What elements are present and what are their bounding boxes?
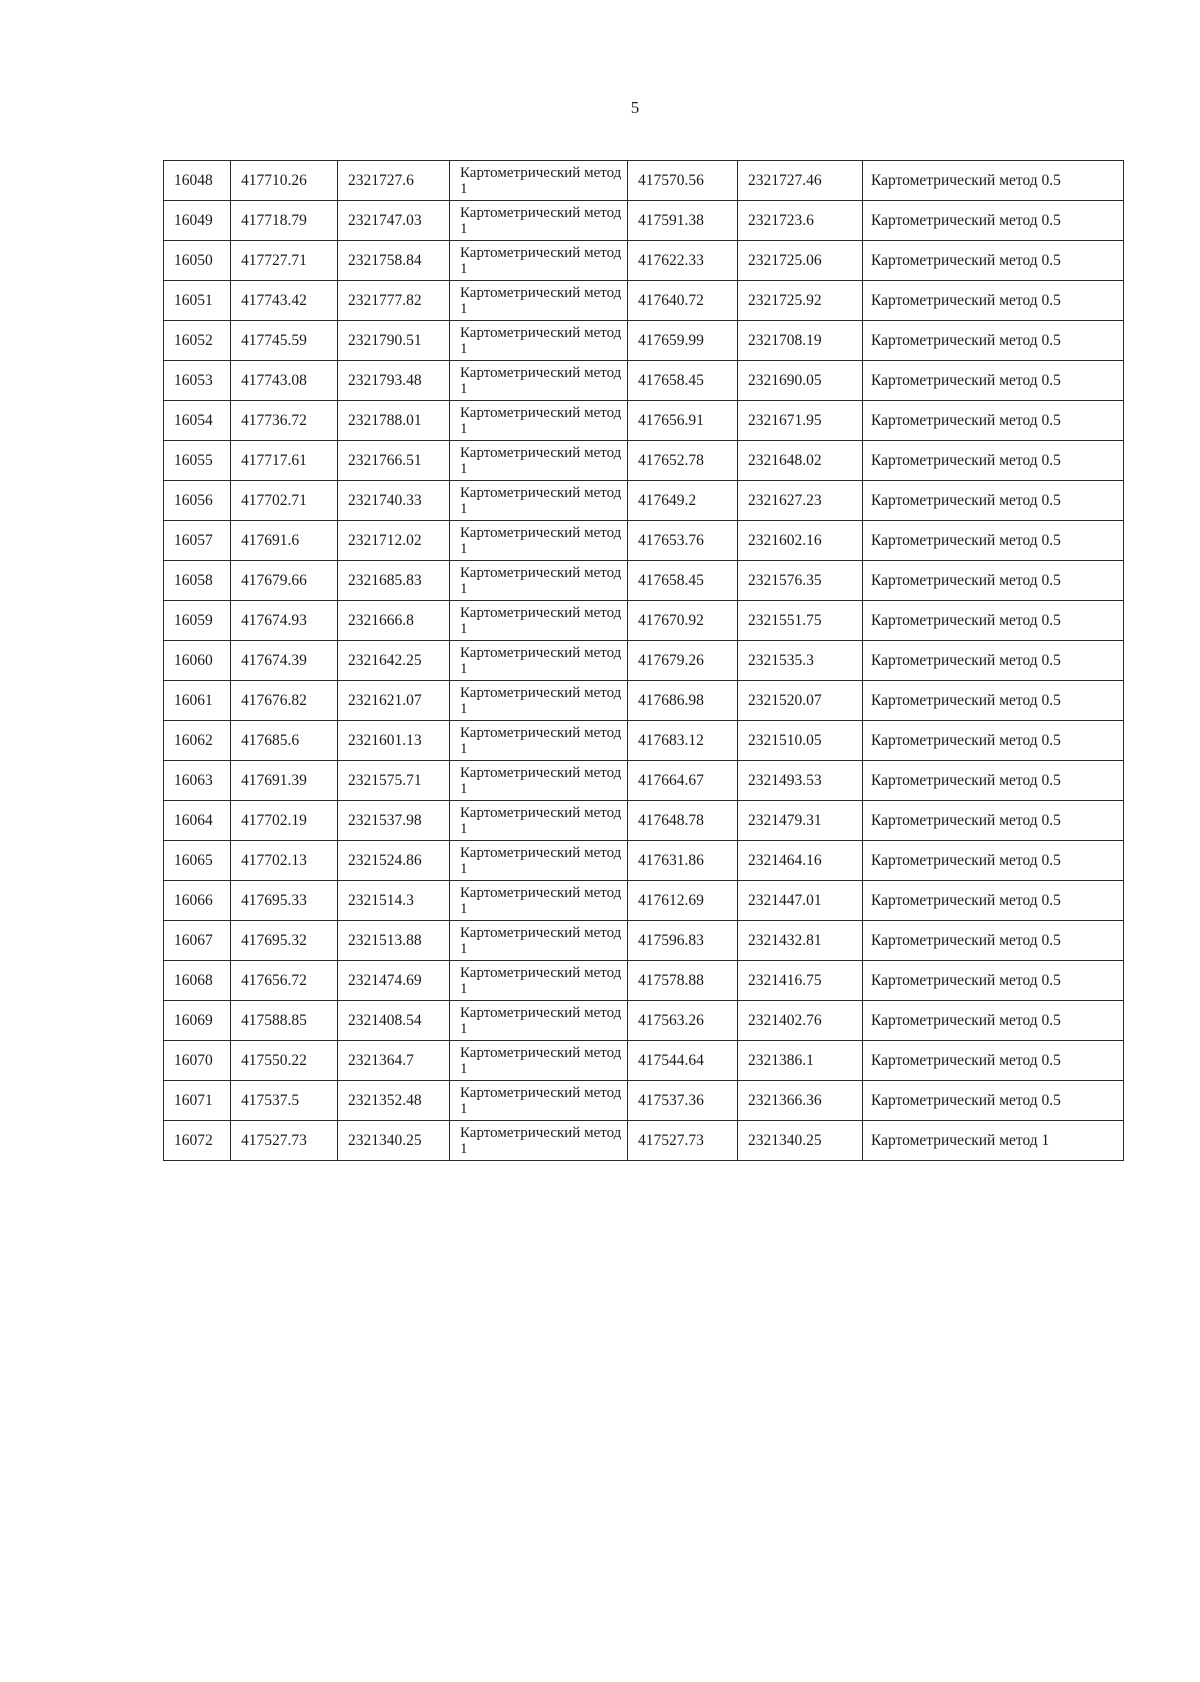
cell-method-accuracy: Картометрический метод 0.5 [863,881,1124,921]
cell-x-coordinate-2: 417570.56 [628,161,738,201]
cell-y-coordinate: 2321666.8 [338,601,450,641]
cell-x-coordinate: 417674.39 [231,641,338,681]
cell-point-number: 16055 [164,441,231,481]
page-number: 5 [630,98,640,117]
cell-method: Картометрический метод 1 [450,721,628,761]
cell-y-coordinate: 2321524.86 [338,841,450,881]
cell-y-coordinate: 2321758.84 [338,241,450,281]
cell-x-coordinate: 417550.22 [231,1041,338,1081]
table-row [164,201,1124,241]
cell-method: Картометрический метод 1 [450,801,628,841]
cell-method: Картометрический метод 1 [450,161,628,201]
cell-x-coordinate-2: 417527.73 [628,1121,738,1161]
cell-point-number: 16052 [164,321,231,361]
cell-method: Картометрический метод 1 [450,481,628,521]
cell-method: Картометрический метод 1 [450,961,628,1001]
table-row [164,481,1124,521]
cell-method: Картометрический метод 1 [450,401,628,441]
cell-x-coordinate: 417702.19 [231,801,338,841]
cell-point-number: 16066 [164,881,231,921]
cell-x-coordinate-2: 417670.92 [628,601,738,641]
cell-x-coordinate: 417656.72 [231,961,338,1001]
cell-method: Картометрический метод 1 [450,201,628,241]
cell-method: Картометрический метод 1 [450,1081,628,1121]
cell-x-coordinate-2: 417679.26 [628,641,738,681]
cell-x-coordinate-2: 417658.45 [628,561,738,601]
cell-y-coordinate-2: 2321576.35 [738,561,863,601]
cell-y-coordinate-2: 2321520.07 [738,681,863,721]
cell-method: Картометрический метод 1 [450,761,628,801]
cell-y-coordinate: 2321601.13 [338,721,450,761]
coordinates-table [163,160,1124,1161]
cell-method-accuracy: Картометрический метод 0.5 [863,441,1124,481]
cell-method-accuracy: Картометрический метод 0.5 [863,801,1124,841]
cell-point-number: 16054 [164,401,231,441]
cell-method: Картометрический метод 1 [450,921,628,961]
cell-y-coordinate: 2321790.51 [338,321,450,361]
cell-x-coordinate-2: 417622.33 [628,241,738,281]
coordinates-table-body [164,161,1124,1161]
cell-y-coordinate-2: 2321464.16 [738,841,863,881]
cell-y-coordinate: 2321642.25 [338,641,450,681]
cell-method-accuracy: Картометрический метод 0.5 [863,521,1124,561]
cell-method-accuracy: Картометрический метод 0.5 [863,281,1124,321]
cell-point-number: 16061 [164,681,231,721]
cell-x-coordinate-2: 417686.98 [628,681,738,721]
cell-x-coordinate-2: 417652.78 [628,441,738,481]
cell-x-coordinate: 417718.79 [231,201,338,241]
table-row [164,721,1124,761]
cell-point-number: 16067 [164,921,231,961]
cell-x-coordinate: 417702.13 [231,841,338,881]
cell-y-coordinate: 2321474.69 [338,961,450,1001]
cell-method: Картометрический метод 1 [450,321,628,361]
table-row [164,961,1124,1001]
cell-x-coordinate: 417727.71 [231,241,338,281]
cell-y-coordinate-2: 2321723.6 [738,201,863,241]
cell-y-coordinate: 2321727.6 [338,161,450,201]
table-row [164,881,1124,921]
cell-x-coordinate-2: 417563.26 [628,1001,738,1041]
cell-y-coordinate-2: 2321690.05 [738,361,863,401]
cell-method-accuracy: Картометрический метод 0.5 [863,721,1124,761]
cell-y-coordinate-2: 2321725.92 [738,281,863,321]
cell-y-coordinate-2: 2321551.75 [738,601,863,641]
cell-y-coordinate: 2321352.48 [338,1081,450,1121]
cell-method: Картометрический метод 1 [450,241,628,281]
cell-point-number: 16072 [164,1121,231,1161]
cell-x-coordinate-2: 417537.36 [628,1081,738,1121]
cell-y-coordinate-2: 2321648.02 [738,441,863,481]
cell-x-coordinate: 417695.32 [231,921,338,961]
cell-x-coordinate-2: 417631.86 [628,841,738,881]
cell-point-number: 16048 [164,161,231,201]
cell-method: Картометрический метод 1 [450,441,628,481]
cell-y-coordinate-2: 2321340.25 [738,1121,863,1161]
cell-y-coordinate-2: 2321708.19 [738,321,863,361]
cell-x-coordinate: 417676.82 [231,681,338,721]
cell-x-coordinate: 417679.66 [231,561,338,601]
cell-method-accuracy: Картометрический метод 0.5 [863,961,1124,1001]
cell-method-accuracy: Картометрический метод 0.5 [863,1081,1124,1121]
cell-point-number: 16051 [164,281,231,321]
cell-y-coordinate-2: 2321510.05 [738,721,863,761]
cell-point-number: 16059 [164,601,231,641]
cell-y-coordinate-2: 2321535.3 [738,641,863,681]
cell-method-accuracy: Картометрический метод 0.5 [863,401,1124,441]
cell-method: Картометрический метод 1 [450,1121,628,1161]
cell-y-coordinate-2: 2321416.75 [738,961,863,1001]
cell-y-coordinate-2: 2321725.06 [738,241,863,281]
cell-y-coordinate-2: 2321671.95 [738,401,863,441]
cell-y-coordinate-2: 2321627.23 [738,481,863,521]
cell-y-coordinate: 2321408.54 [338,1001,450,1041]
cell-y-coordinate: 2321340.25 [338,1121,450,1161]
cell-method: Картометрический метод 1 [450,601,628,641]
cell-x-coordinate: 417674.93 [231,601,338,641]
cell-y-coordinate: 2321537.98 [338,801,450,841]
table-row [164,241,1124,281]
cell-x-coordinate: 417743.42 [231,281,338,321]
table-row [164,601,1124,641]
table-row [164,281,1124,321]
cell-x-coordinate: 417691.39 [231,761,338,801]
cell-y-coordinate-2: 2321493.53 [738,761,863,801]
table-row [164,841,1124,881]
table-row [164,761,1124,801]
cell-point-number: 16049 [164,201,231,241]
cell-method: Картометрический метод 1 [450,641,628,681]
cell-y-coordinate: 2321712.02 [338,521,450,561]
cell-x-coordinate-2: 417640.72 [628,281,738,321]
cell-x-coordinate-2: 417656.91 [628,401,738,441]
cell-method: Картометрический метод 1 [450,281,628,321]
cell-method: Картометрический метод 1 [450,521,628,561]
cell-method-accuracy: Картометрический метод 0.5 [863,561,1124,601]
cell-y-coordinate: 2321621.07 [338,681,450,721]
cell-point-number: 16064 [164,801,231,841]
table-row [164,361,1124,401]
cell-y-coordinate-2: 2321479.31 [738,801,863,841]
cell-y-coordinate: 2321747.03 [338,201,450,241]
cell-y-coordinate: 2321685.83 [338,561,450,601]
cell-x-coordinate-2: 417664.67 [628,761,738,801]
cell-point-number: 16070 [164,1041,231,1081]
table-row [164,1121,1124,1161]
cell-y-coordinate: 2321364.7 [338,1041,450,1081]
cell-y-coordinate: 2321766.51 [338,441,450,481]
cell-method-accuracy: Картометрический метод 0.5 [863,761,1124,801]
cell-point-number: 16062 [164,721,231,761]
cell-x-coordinate-2: 417544.64 [628,1041,738,1081]
cell-method: Картометрический метод 1 [450,681,628,721]
cell-x-coordinate-2: 417653.76 [628,521,738,561]
table-row [164,1041,1124,1081]
cell-y-coordinate: 2321793.48 [338,361,450,401]
cell-y-coordinate-2: 2321602.16 [738,521,863,561]
cell-point-number: 16058 [164,561,231,601]
cell-point-number: 16071 [164,1081,231,1121]
cell-point-number: 16060 [164,641,231,681]
table-row [164,561,1124,601]
cell-point-number: 16063 [164,761,231,801]
cell-x-coordinate-2: 417596.83 [628,921,738,961]
table-row [164,321,1124,361]
table-row [164,921,1124,961]
cell-method: Картометрический метод 1 [450,361,628,401]
cell-method-accuracy: Картометрический метод 0.5 [863,361,1124,401]
cell-x-coordinate-2: 417591.38 [628,201,738,241]
cell-point-number: 16053 [164,361,231,401]
cell-y-coordinate: 2321575.71 [338,761,450,801]
cell-point-number: 16056 [164,481,231,521]
cell-method-accuracy: Картометрический метод 1 [863,1121,1124,1161]
table-row [164,161,1124,201]
cell-y-coordinate-2: 2321432.81 [738,921,863,961]
cell-y-coordinate-2: 2321727.46 [738,161,863,201]
cell-y-coordinate: 2321514.3 [338,881,450,921]
cell-method-accuracy: Картометрический метод 0.5 [863,921,1124,961]
cell-x-coordinate: 417685.6 [231,721,338,761]
cell-y-coordinate-2: 2321402.76 [738,1001,863,1041]
cell-x-coordinate-2: 417659.99 [628,321,738,361]
cell-y-coordinate: 2321788.01 [338,401,450,441]
cell-method: Картометрический метод 1 [450,1001,628,1041]
cell-x-coordinate: 417736.72 [231,401,338,441]
cell-method: Картометрический метод 1 [450,841,628,881]
table-row [164,401,1124,441]
cell-y-coordinate-2: 2321366.36 [738,1081,863,1121]
cell-method: Картометрический метод 1 [450,1041,628,1081]
table-row [164,681,1124,721]
cell-x-coordinate: 417588.85 [231,1001,338,1041]
cell-method-accuracy: Картометрический метод 0.5 [863,161,1124,201]
cell-x-coordinate: 417527.73 [231,1121,338,1161]
cell-x-coordinate-2: 417612.69 [628,881,738,921]
table-row [164,1001,1124,1041]
cell-method-accuracy: Картометрический метод 0.5 [863,641,1124,681]
cell-method-accuracy: Картометрический метод 0.5 [863,601,1124,641]
cell-x-coordinate: 417691.6 [231,521,338,561]
cell-method: Картометрический метод 1 [450,881,628,921]
cell-x-coordinate: 417710.26 [231,161,338,201]
cell-method: Картометрический метод 1 [450,561,628,601]
table-row [164,441,1124,481]
cell-y-coordinate: 2321740.33 [338,481,450,521]
cell-method-accuracy: Картометрический метод 0.5 [863,1041,1124,1081]
cell-x-coordinate-2: 417648.78 [628,801,738,841]
cell-x-coordinate: 417743.08 [231,361,338,401]
cell-method-accuracy: Картометрический метод 0.5 [863,321,1124,361]
cell-x-coordinate-2: 417683.12 [628,721,738,761]
cell-point-number: 16050 [164,241,231,281]
cell-y-coordinate: 2321777.82 [338,281,450,321]
table-row [164,641,1124,681]
cell-point-number: 16068 [164,961,231,1001]
table-row [164,521,1124,561]
cell-x-coordinate: 417702.71 [231,481,338,521]
cell-x-coordinate: 417695.33 [231,881,338,921]
cell-x-coordinate-2: 417578.88 [628,961,738,1001]
cell-method-accuracy: Картометрический метод 0.5 [863,201,1124,241]
cell-point-number: 16065 [164,841,231,881]
table-row [164,1081,1124,1121]
cell-method-accuracy: Картометрический метод 0.5 [863,681,1124,721]
cell-x-coordinate: 417537.5 [231,1081,338,1121]
cell-point-number: 16057 [164,521,231,561]
cell-point-number: 16069 [164,1001,231,1041]
cell-x-coordinate-2: 417658.45 [628,361,738,401]
cell-method-accuracy: Картометрический метод 0.5 [863,481,1124,521]
cell-y-coordinate-2: 2321386.1 [738,1041,863,1081]
cell-y-coordinate-2: 2321447.01 [738,881,863,921]
cell-method-accuracy: Картометрический метод 0.5 [863,241,1124,281]
cell-x-coordinate: 417717.61 [231,441,338,481]
cell-x-coordinate-2: 417649.2 [628,481,738,521]
cell-method-accuracy: Картометрический метод 0.5 [863,1001,1124,1041]
cell-x-coordinate: 417745.59 [231,321,338,361]
cell-method-accuracy: Картометрический метод 0.5 [863,841,1124,881]
cell-y-coordinate: 2321513.88 [338,921,450,961]
table-row [164,801,1124,841]
